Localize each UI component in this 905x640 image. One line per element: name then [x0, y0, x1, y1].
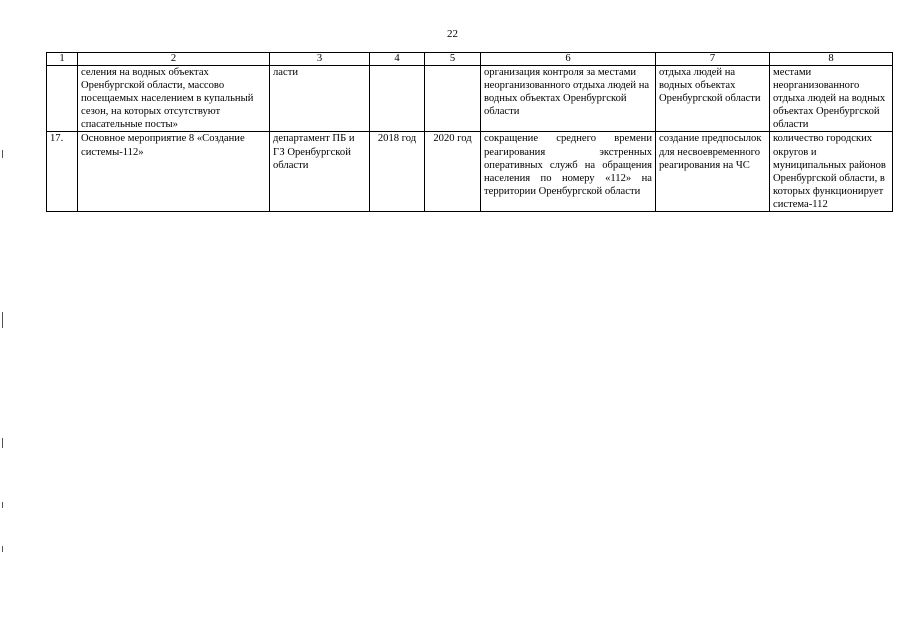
- scan-margin-mark: [2, 546, 3, 552]
- start-year-cell: 2018 год: [370, 132, 425, 212]
- start-year-cell: [370, 66, 425, 132]
- consequences-cell: создание предпосылок для несвоевременного реагирования на ЧС: [656, 132, 770, 212]
- scan-margin-mark: [2, 502, 3, 508]
- indicator-cell: количество городских округов и муниципальных районов Оренбургской области, в которых функционирует система-112: [770, 132, 893, 212]
- expected-result-cell: сокращение среднего времени реагирования экстренных оперативных служб на обращения населения по номеру «112» на территории Оренбургской области: [481, 132, 656, 212]
- column-number-5: 5: [425, 53, 481, 66]
- expected-result-cell: организация контроля за местами неорганизованного отдыха людей на водных объектах Оренбургской области: [481, 66, 656, 132]
- column-number-row: [47, 53, 893, 66]
- row-number-cell: 17.: [47, 132, 78, 212]
- table-row: [47, 66, 893, 132]
- responsible-executor-cell: ласти: [270, 66, 370, 132]
- column-number-4: 4: [370, 53, 425, 66]
- end-year-cell: 2020 год: [425, 132, 481, 212]
- column-number-3: 3: [270, 53, 370, 66]
- column-number-1: 1: [47, 53, 78, 66]
- column-number-6: 6: [481, 53, 656, 66]
- scan-margin-mark: [2, 312, 3, 328]
- program-measures-table: [46, 52, 893, 212]
- page-number: 22: [447, 28, 458, 40]
- scan-margin-mark: [2, 438, 3, 448]
- column-number-2: 2: [78, 53, 270, 66]
- consequences-cell: отдыха людей на водных объектах Оренбургской области: [656, 66, 770, 132]
- measure-name-cell: Основное мероприятие 8 «Создание системы-112»: [78, 132, 270, 212]
- end-year-cell: [425, 66, 481, 132]
- column-number-7: 7: [656, 53, 770, 66]
- measure-name-cell: селения на водных объектах Оренбургской области, массово посещаемых населением в купальный сезон, на которых отсутствуют спасательные посты»: [78, 66, 270, 132]
- indicator-cell: местами неорганизованного отдыха людей на водных объектах Оренбургской области: [770, 66, 893, 132]
- table-row: [47, 132, 893, 212]
- row-number-cell: [47, 66, 78, 132]
- responsible-executor-cell: департамент ПБ и ГЗ Оренбургской области: [270, 132, 370, 212]
- column-number-8: 8: [770, 53, 893, 66]
- scan-margin-mark: [2, 150, 3, 158]
